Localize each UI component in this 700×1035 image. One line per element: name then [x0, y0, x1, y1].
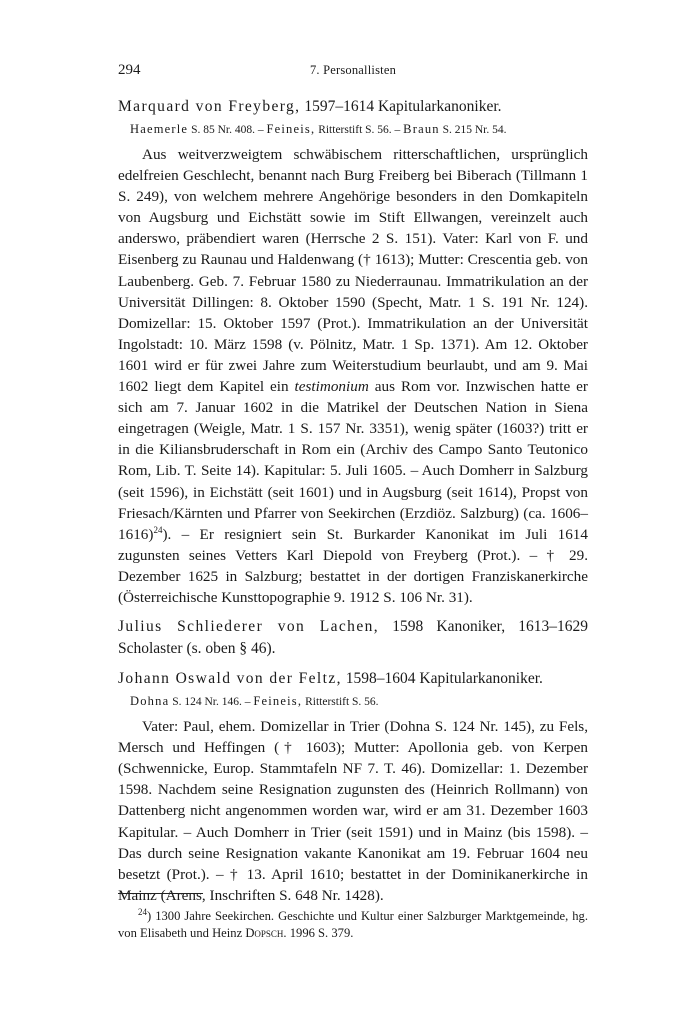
entry-heading [118, 668, 588, 690]
running-head: 7. Personallisten [309, 63, 397, 77]
footnote-reference[interactable]: 24 [153, 524, 163, 535]
entry-title: 1598–1604 Kapitularkanoniker. [341, 670, 543, 688]
entry-title: 1598 Kanoniker, 1613–1629 Scholaster (s. oben § 46). [118, 618, 588, 658]
ref-author: Dohna [130, 694, 170, 709]
biography-text: ). – Er resigniert sein St. Burkarder Kanonikat im Juli 1614 zugunsten seines Vetters Karl Diepold von Freyberg (Prot.). – † 29. Dezember 1625 in Salzburg; bestattet in der dortigen Franziskanerkirche (Österreichische Kunsttopographie 9. 1912 S. 106 Nr. 31). [118, 525, 588, 606]
entry-references [118, 691, 588, 712]
ref-citation: Ritterstift S. 56. [302, 696, 379, 709]
ref-citation: S. 124 Nr. 146. – [169, 696, 254, 709]
footnote-mark: 24 [138, 906, 147, 917]
page-body [118, 96, 588, 914]
footnote-text: ) 1300 Jahre Seekirchen. Geschichte und Kultur einer Salzburger Marktgemeinde, hg. von Elisabeth und Heinz [118, 909, 588, 940]
entry-marquard-von-freyberg [118, 96, 588, 608]
entry-biography: Vater: Paul, ehem. Domizellar in Trier (Dohna S. 124 Nr. 145), zu Fels, Mersch und Heffingen († 1603); Mutter: Apollonia geb. von Kerpen (Schwennicke, Europ. Stammtafeln NF 7. T. 46). Domizellar: 1. Dezember 1598. Nachdem seine Resignation zugunsten des (Heinrich Rollmann) von Dattenberg nicht angenommen worden war, wird er am 31. Dezember 1603 Kapitular. – Auch Domherr in Trier (seit 1591) und in Mainz (bis 1598). – Das durch seine Resignation vakante Kanonikat am 19. Februar 1604 neu besetzt (Prot.). – † 13. April 1610; bestattet in der Dominikanerkirche in Mainz (Arens, Inschriften S. 648 Nr. 1428). [118, 718, 588, 904]
entry-name: Marquard von Freyberg, [118, 98, 301, 115]
footnote-text: . 1996 S. 379. [283, 926, 354, 940]
ref-author: Haemerle [130, 122, 189, 136]
entry-title: 1597–1614 Kapitularkanoniker. [300, 98, 502, 115]
entry-julius-schliederer [118, 616, 588, 660]
ref-author: Feineis, [266, 122, 316, 136]
footnote-separator [118, 893, 203, 894]
entry-references [118, 119, 588, 140]
biography-text: Aus weitverzweigtem schwäbischem ritterschaftlichen, ursprünglich edelfreien Geschlecht, benannt nach Burg Freiberg bei Biberach (Tillmann 1 S. 249), von welchem mehrere Angehörige besonders in den Domkapiteln von Augsburg und Eichstätt sowie im Stift Ellwangen, vereinzelt auch anderswo, präbendiert waren (Herrsche 2 S. 151). Vater: Karl von F. und Eisenberg zu Raunau und Haldenwang († 1613); Mutter: Crescentia geb. von Laubenberg. Geb. 7. Februar 1580 zu Niederraunau. Immatrikulation an der Universität Dillingen: 8. Oktober 1590 (Specht, Matr. 1 S. 191 Nr. 124). Domizellar: 15. Oktober 1597 (Prot.). Immatrikulation an der Universität Ingolstadt: 10. März 1598 (v. Pölnitz, Matr. 1 Sp. 1371). Am 12. Oktober 1601 wird er für zwei Jahre zum Weiterstudium beurlaubt, und am 9. Mai 1602 liegt dem Kapitel ein [118, 146, 588, 396]
page-header [118, 62, 588, 82]
ref-author: Feineis, [253, 694, 303, 709]
entry-heading [118, 96, 588, 118]
entry-heading [118, 616, 588, 660]
ref-author: Braun [403, 122, 440, 136]
entry-biography [118, 144, 588, 608]
ref-citation: Ritterstift S. 56. – [315, 124, 404, 136]
entry-name: Julius Schliederer von Lachen, [118, 618, 380, 636]
ref-citation: S. 85 Nr. 408. – [188, 124, 267, 136]
biography-text: aus Rom vor. Inzwischen hatte er sich am 7. Januar 1602 in die Matrikel der Deutschen Nation in Siena eingetragen (Weigle, Matr. 1 S. 157 Nr. 3351), wenig später (1603?) tritt er in die Kiliansbruderschaft in Rom ein (Archiv des Campo Santo Teutonico Rom, Lib. T. Seite 14). Kapitular: 5. Juli 1605. – Auch Domherr in Salzburg (seit 1596), in Eichstätt (seit 1601) und in Augsburg (seit 1614), Propst von Friesach/Kärnten und Pfarrer von Seekirchen (Erzdiöz. Salzburg) (ca. 1606–1616) [118, 378, 588, 543]
entry-johann-oswald-von-der-feltz [118, 668, 588, 906]
footnote-author: Dopsch [245, 926, 284, 940]
ref-citation: S. 215 Nr. 54. [439, 124, 507, 136]
page-number: 294 [118, 62, 141, 78]
biography-italic-term: testimonium [294, 378, 369, 396]
entry-name: Johann Oswald von der Feltz, [118, 670, 342, 688]
footnote [118, 908, 588, 942]
